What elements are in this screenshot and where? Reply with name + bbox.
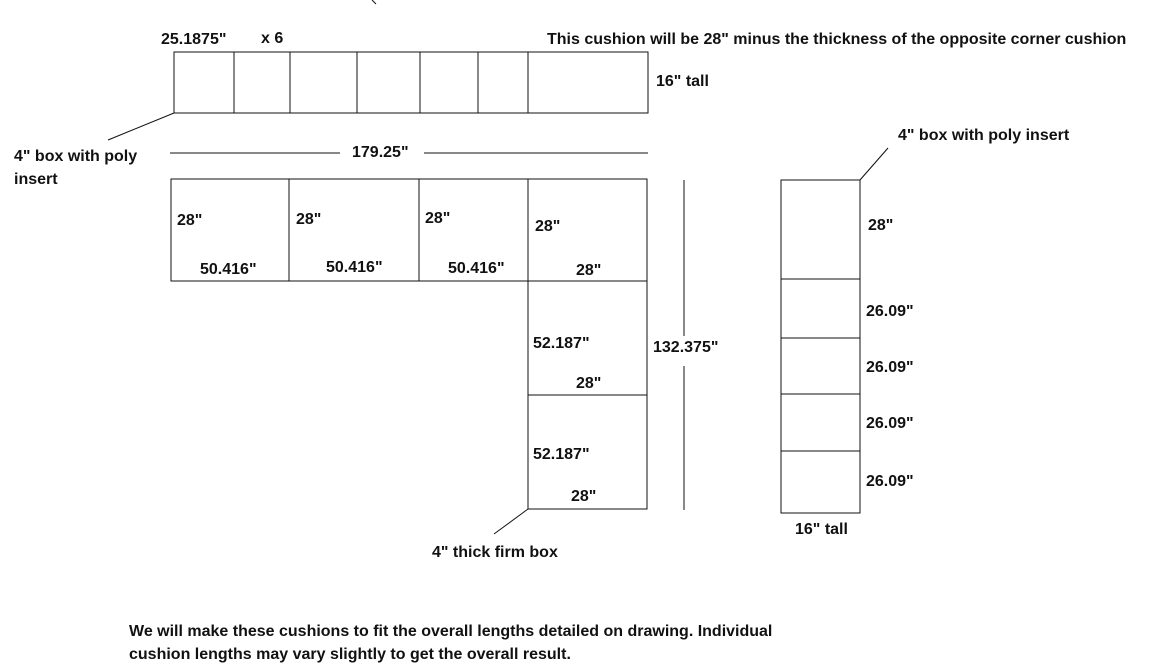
- seat-depth-label: 28": [296, 211, 322, 228]
- footer-note-line2: cushion lengths may vary slightly to get the overall result.: [129, 646, 571, 664]
- back-column-cell-label: 26.09": [866, 415, 914, 432]
- seat-depth-label: 28": [425, 210, 451, 227]
- back-cushion-count-label: x 6: [261, 30, 284, 47]
- back-column-cell-label: 28": [868, 217, 894, 234]
- corner-cushion-note: This cushion will be 28" minus the thickness of the opposite corner cushion: [547, 31, 1127, 48]
- back-box-note-line2: insert: [14, 171, 58, 188]
- back-column-leader: [860, 148, 888, 180]
- footer-note-line1: We will make these cushions to fit the overall lengths detailed on drawing. Individual: [129, 623, 773, 640]
- back-row-height-label: 16" tall: [656, 73, 709, 90]
- seat-length-label: 50.416": [326, 259, 383, 276]
- back-row-cushions: [174, 52, 648, 113]
- column-length-label: 52.187": [533, 335, 590, 352]
- seat-depth-label: 28": [177, 212, 203, 229]
- back-column-cell-label: 26.09": [866, 473, 914, 490]
- column-depth-label: 28": [576, 375, 602, 392]
- footer-note: [129, 620, 889, 666]
- back-box-leader: [108, 113, 174, 140]
- firm-box-note: 4" thick firm box: [432, 544, 558, 561]
- back-box-note-line1: 4" box with poly: [14, 148, 138, 165]
- overall-horizontal-label: 179.25": [352, 144, 409, 161]
- seat-length-label: 50.416": [200, 261, 257, 278]
- firm-box-leader: [494, 509, 528, 534]
- corner-length-label: 28": [576, 262, 602, 279]
- corner-depth-label: 28": [535, 218, 561, 235]
- back-cushion-width-label: 25.1875": [161, 31, 227, 48]
- top-tick-mark: [372, 0, 376, 4]
- back-column-cell-label: 26.09": [866, 359, 914, 376]
- back-column-note: 4" box with poly insert: [898, 127, 1070, 144]
- seat-column-cushions: [528, 281, 647, 509]
- seat-length-label: 50.416": [448, 260, 505, 277]
- back-column-cushions: [781, 180, 860, 513]
- column-length-label: 52.187": [533, 446, 590, 463]
- column-depth-label: 28": [571, 488, 597, 505]
- back-column-cell-label: 26.09": [866, 303, 914, 320]
- overall-vertical-label: 132.375": [653, 339, 719, 356]
- back-column-height-label: 16" tall: [795, 521, 848, 538]
